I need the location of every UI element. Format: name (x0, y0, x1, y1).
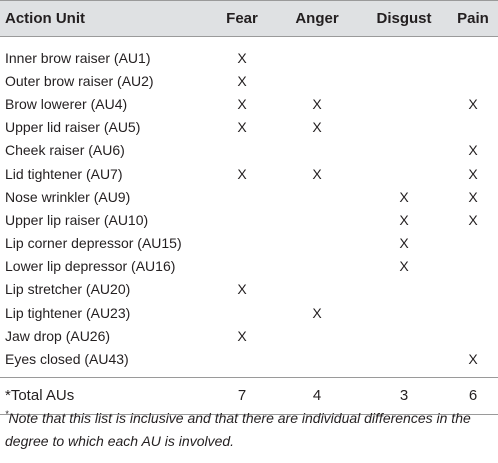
row-label: Brow lowerer (AU4) (5, 95, 128, 112)
header-fear: Fear (226, 10, 258, 27)
cell-fear: X (237, 119, 247, 136)
row-label: Inner brow raiser (AU1) (5, 49, 151, 66)
row-label: Eyes closed (AU43) (5, 351, 129, 368)
header-disgust: Disgust (376, 10, 432, 27)
cell-pain: X (468, 351, 478, 368)
row-label: Outer brow raiser (AU2) (5, 72, 154, 89)
table-row (0, 92, 498, 115)
cell-pain: X (468, 188, 478, 205)
table-body (0, 37, 498, 377)
cell-fear: X (237, 165, 247, 182)
table-row (0, 139, 498, 162)
cell-pain: X (468, 142, 478, 159)
cell-disgust: X (399, 188, 409, 205)
row-label: Lip tightener (AU23) (5, 304, 131, 321)
total-mark: * (5, 387, 11, 405)
table-row (0, 255, 498, 278)
table-row (0, 347, 498, 370)
row-label: Cheek raiser (AU6) (5, 142, 125, 159)
table-header-row (0, 0, 498, 37)
table-row (0, 278, 498, 301)
total-pain: 6 (468, 387, 478, 405)
cell-anger: X (312, 165, 322, 182)
row-label: Upper lip raiser (AU10) (5, 211, 149, 228)
cell-pain: X (468, 211, 478, 228)
table-row (0, 162, 498, 185)
total-fear: 7 (237, 387, 247, 405)
row-label: Lower lip depressor (AU16) (5, 258, 176, 275)
cell-anger: X (312, 95, 322, 112)
cell-pain: X (468, 95, 478, 112)
total-disgust: 3 (399, 387, 409, 405)
table-row (0, 46, 498, 69)
total-label-text: Total AUs (10, 387, 75, 405)
footnote-mark: * (5, 409, 9, 419)
cell-fear: X (237, 281, 247, 298)
cell-fear: X (237, 72, 247, 89)
table-row (0, 208, 498, 231)
cell-pain: X (468, 165, 478, 182)
table-row (0, 324, 498, 347)
table-footnote (5, 407, 493, 453)
cell-disgust: X (399, 211, 409, 228)
table-row (0, 116, 498, 139)
footnote-text: Note that this list is inclusive and that there are individual differences in the degree to which each AU is involved. (5, 410, 471, 449)
header-pain: Pain (457, 10, 489, 27)
table-row (0, 185, 498, 208)
cell-fear: X (237, 327, 247, 344)
cell-disgust: X (399, 235, 409, 252)
row-label: Lip stretcher (AU20) (5, 281, 131, 298)
row-label: Upper lid raiser (AU5) (5, 119, 141, 136)
cell-fear: X (237, 49, 247, 66)
row-label: Lid tightener (AU7) (5, 165, 123, 182)
cell-disgust: X (399, 258, 409, 275)
header-anger: Anger (295, 10, 339, 27)
table-row (0, 232, 498, 255)
row-label: Jaw drop (AU26) (5, 327, 111, 344)
row-label: Lip corner depressor (AU15) (5, 235, 182, 252)
cell-anger: X (312, 119, 322, 136)
total-label (0, 387, 210, 404)
cell-anger: X (312, 304, 322, 321)
cell-fear: X (237, 95, 247, 112)
table-row (0, 301, 498, 324)
table-row (0, 69, 498, 92)
row-label: Nose wrinkler (AU9) (5, 188, 131, 205)
total-anger: 4 (312, 387, 322, 405)
header-action-unit: Action Unit (5, 10, 85, 27)
